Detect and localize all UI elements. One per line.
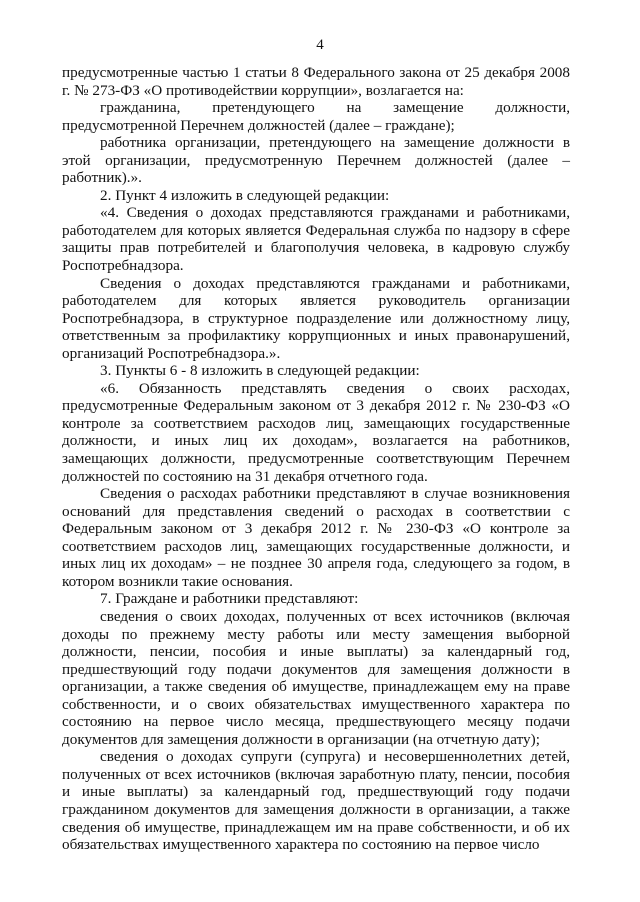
page-number: 4 bbox=[316, 37, 324, 53]
paragraph-continuation: предусмотренные частью 1 статьи 8 Федерального закона от 25 декабря 2008 г. № 273-ФЗ «О противодействии коррупции», возлагается на: bbox=[62, 64, 570, 99]
paragraph-family-income: сведения о доходах супруги (супруга) и несовершеннолетних детей, полученных от всех источников (включая заработную плату, пенсии, пособия и иные выплаты) за календарный год, предшествующий году подачи гражданином документов для замещения должности в организации, а также сведения об имуществе, принадлежащем им на праве собственности, и об их обязательствах имущественного характера по состоянию на первое число bbox=[62, 748, 570, 854]
paragraph-point-2-heading: 2. Пункт 4 изложить в следующей редакции: bbox=[100, 186, 390, 204]
paragraph-citizen: гражданина, претендующего на замещение должности, предусмотренной Перечнем должностей (далее – граждане); bbox=[62, 99, 570, 134]
paragraph-clause-6: «6. Обязанность представлять сведения о своих расходах, предусмотренные Федеральным законом от 3 декабря 2012 г. № 230-ФЗ «О контроле за соответствием расходов лиц, замещающих государственные должности, и иных лиц их доходам», возлагается на работников, замещающих должности, предусмотренные соответствующим Перечнем должностей по состоянию на 31 декабря отчетного года. bbox=[62, 379, 570, 485]
paragraph-clause-4: «4. Сведения о доходах представляются гражданами и работниками, работодателем для которых является Федеральная служба по надзору в сфере защиты прав потребителей и благополучия человека, в кадровую службу Роспотребнадзора. bbox=[62, 204, 570, 275]
paragraph-point-3-heading: 3. Пункты 6 - 8 изложить в следующей редакции: bbox=[100, 362, 420, 380]
paragraph-clause-6-continued: Сведения о расходах работники представляют в случае возникновения оснований для представления сведений о расходах в соответствии с Федеральным законом от 3 декабря 2012 г. № 230-ФЗ «О контроле за соответствием расходов лиц, замещающих государственные должности, и иных лиц их доходам» – не позднее 30 апреля года, следующего за годом, в котором возникли такие основания. bbox=[62, 485, 570, 590]
paragraph-employee: работника организации, претендующего на замещение должности в этой организации, предусмотренную Перечнем должностей (далее – работник).». bbox=[62, 134, 570, 187]
paragraph-own-income: сведения о своих доходах, полученных от всех источников (включая доходы по прежнему месту работы или месту замещения выборной должности, пенсии, пособия и иные выплаты) за календарный год, предшествующий году подачи документов для замещения должности в организации, а также сведения об имуществе, принадлежащем ему на праве собственности, и о своих обязательствах имущественного характера по состоянию на первое число месяца, предшествующего месяцу подачи документов для замещения должности в организации (на отчетную дату); bbox=[62, 607, 570, 748]
paragraph-clause-7-heading: 7. Граждане и работники представляют: bbox=[100, 590, 359, 608]
document-body bbox=[62, 64, 570, 854]
paragraph-clause-4-continued: Сведения о доходах представляются гражданами и работниками, работодателем для которых является руководитель организации Роспотребнадзора, в структурное подразделение или должностному лицу, ответственным за профилактику коррупционных и иных правонарушений, организаций Роспотребнадзора.». bbox=[62, 274, 570, 362]
